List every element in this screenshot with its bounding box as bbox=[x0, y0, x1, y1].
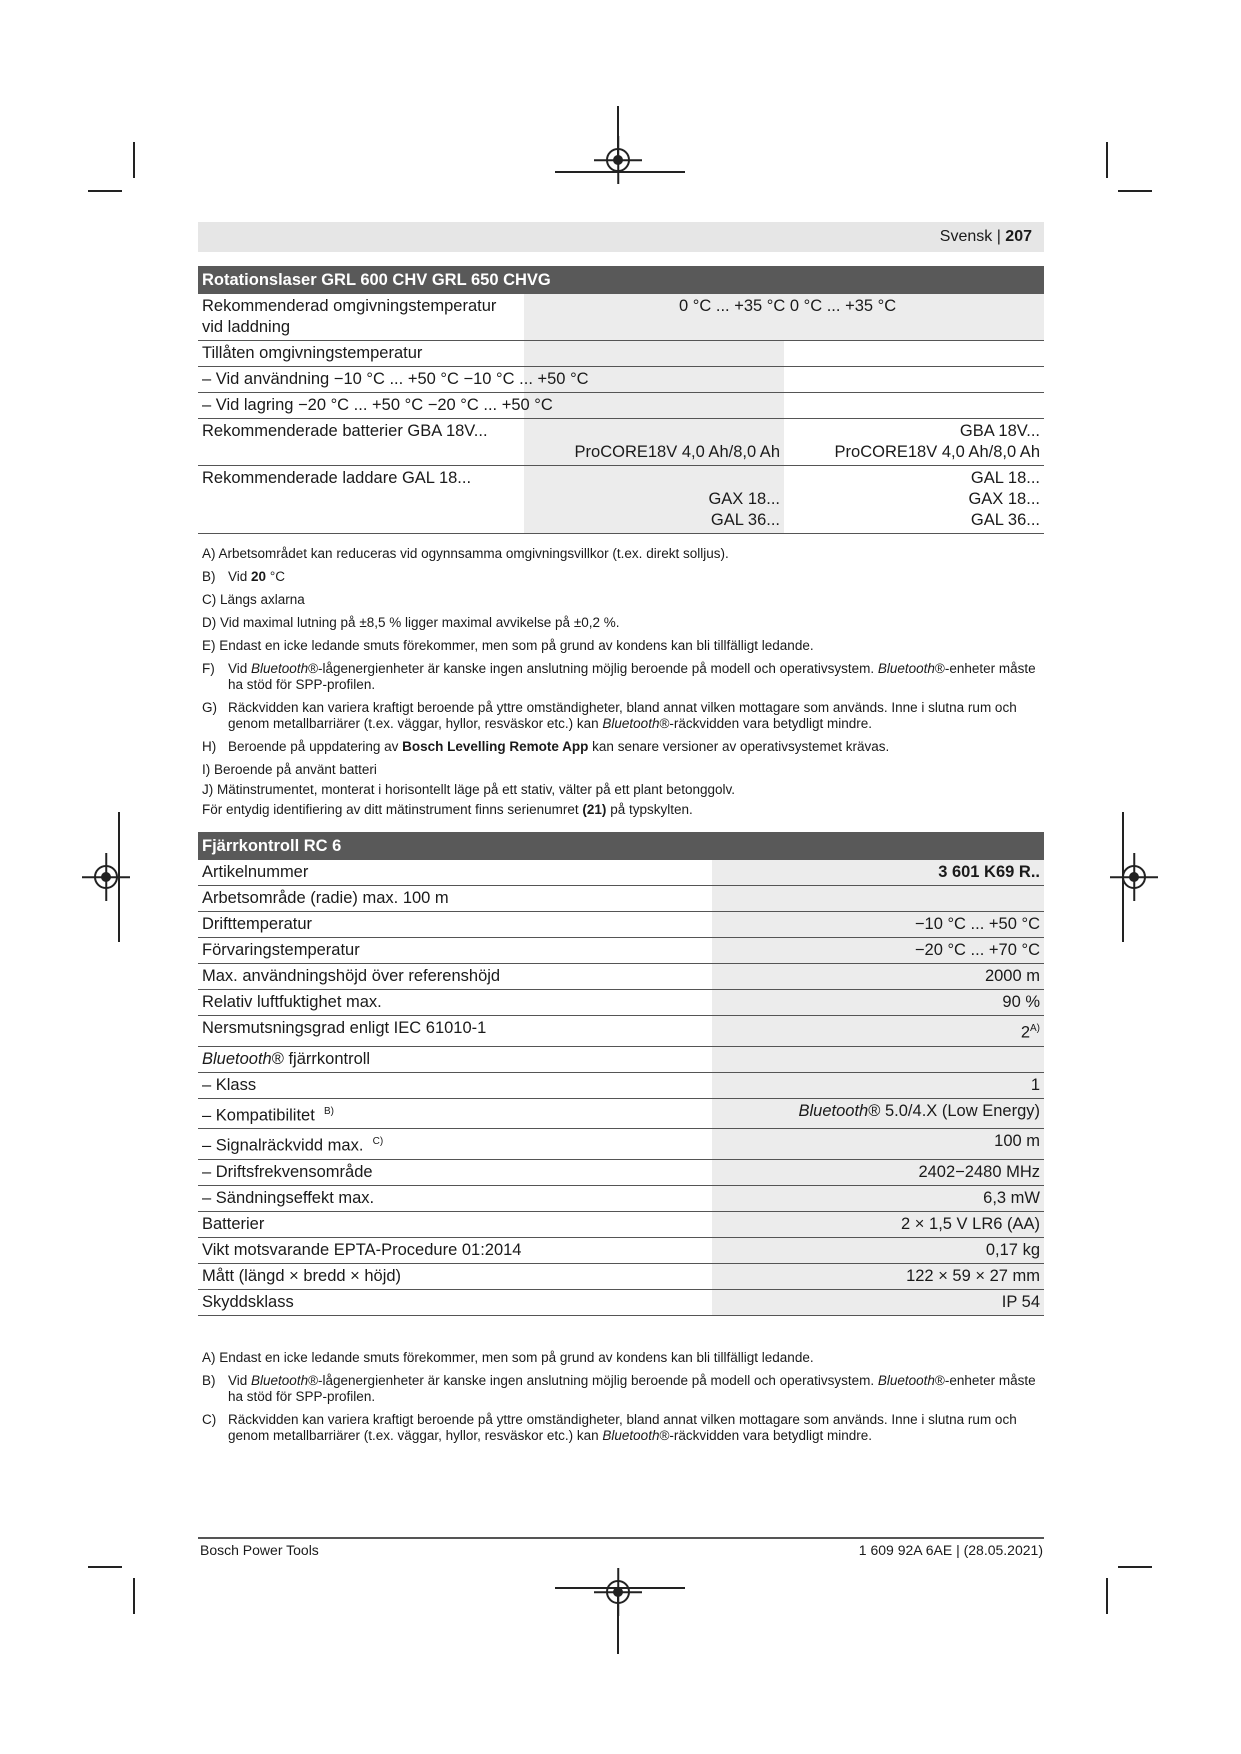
crop-mark bbox=[1118, 1566, 1152, 1568]
registration-mark-icon bbox=[606, 148, 630, 172]
row-value: 0,17 kg bbox=[712, 1237, 1044, 1263]
footnote: C) Räckvidden kan variera kraftigt beroende på yttre omständigheter, bland annat vilken mottagare som används. Inne i slutna rum och genom metallbarriärer (t.ex. väggar, hyllor, resväskor etc.) kan Bluetooth®-räckvidden vara betydligt mindre. bbox=[202, 1412, 1017, 1443]
row-label: Artikelnummer bbox=[198, 860, 712, 886]
row-label: – Klass bbox=[198, 1072, 712, 1098]
crop-mark bbox=[88, 190, 122, 192]
serial-note: För entydig identifiering av ditt mätinstrument finns serienumret (21) på typskylten. bbox=[202, 802, 693, 817]
row-value: −20 °C ... +70 °C bbox=[712, 938, 1044, 964]
table-row bbox=[198, 938, 1044, 964]
crop-mark bbox=[88, 1566, 122, 1568]
footer-brand: Bosch Power Tools bbox=[200, 1542, 319, 1558]
row-label: Rekommenderade batterier GBA 18V... bbox=[198, 419, 524, 466]
table-row bbox=[198, 466, 1044, 534]
row-value: 100 m bbox=[712, 1129, 1044, 1160]
row-label: – Signalräckvidd max. $^{C)}$ bbox=[198, 1129, 712, 1160]
footer-doc-number: 1 609 92A 6AE | (28.05.2021) bbox=[858, 1542, 1043, 1558]
table-row bbox=[198, 1098, 1044, 1129]
row-value: 0 °C ... +35 °C 0 °C ... +35 °C bbox=[524, 294, 1044, 341]
footnote: E) Endast en icke ledande smuts förekommer, men som på grund av kondens kan bli tillfälligt ledande. bbox=[202, 638, 814, 653]
row-value: 2402−2480 MHz bbox=[712, 1159, 1044, 1185]
crop-mark bbox=[133, 142, 135, 178]
row-label: Bluetooth® fjärrkontroll bbox=[198, 1046, 712, 1072]
row-value: GBA 18V... ProCORE18V 4,0 Ah/8,0 Ah bbox=[784, 419, 1044, 466]
registration-mark-icon bbox=[1122, 865, 1146, 889]
row-value bbox=[712, 886, 1044, 912]
footnote: C) Längs axlarna bbox=[202, 592, 305, 607]
table-row bbox=[198, 1211, 1044, 1237]
footnote: F) Vid Bluetooth®-lågenergienheter är kanske ingen anslutning möjlig beroende på modell och operativsystem. Bluetooth®-enheter måste ha stöd för SPP-profilen. bbox=[202, 661, 1036, 692]
header-language: Svensk bbox=[939, 228, 993, 245]
row-label: Relativ luftfuktighet max. bbox=[198, 990, 712, 1016]
page-number: 207 bbox=[1005, 228, 1032, 245]
row-value bbox=[784, 341, 1044, 367]
row-label: Rekommenderade laddare GAL 18... bbox=[198, 466, 524, 534]
footnotes-table2 bbox=[202, 1350, 1042, 1451]
table-row bbox=[198, 1289, 1044, 1315]
table-row bbox=[198, 1185, 1044, 1211]
row-value: 2000 m bbox=[712, 964, 1044, 990]
row-label: – Driftsfrekvensområde bbox=[198, 1159, 712, 1185]
footnote: B) Vid 20 °C bbox=[202, 569, 285, 584]
row-label: – Kompatibilitet $^{B)}$ bbox=[198, 1098, 712, 1129]
footnote: G) Räckvidden kan variera kraftigt beroende på yttre omständigheter, bland annat vilken mottagare som används. Inne i slutna rum och genom metallbarriärer (t.ex. väggar, hyllor, resväskor etc.) kan Bluetooth®-räckvidden vara betydligt mindre. bbox=[202, 700, 1017, 731]
table-row bbox=[198, 1263, 1044, 1289]
row-value: $2^{A)}$ bbox=[712, 1016, 1044, 1047]
spec-table-fjarrkontroll bbox=[198, 832, 1044, 1316]
crop-mark bbox=[133, 1578, 135, 1614]
row-value: −10 °C ... +50 °C bbox=[712, 912, 1044, 938]
table-row bbox=[198, 1072, 1044, 1098]
table-row bbox=[198, 1129, 1044, 1160]
page-header bbox=[198, 222, 1044, 252]
footnote: J) Mätinstrumentet, monterat i horisontellt läge på ett stativ, välter på ett plant betonggolv. bbox=[202, 782, 736, 797]
row-label: Förvaringstemperatur bbox=[198, 938, 712, 964]
row-value bbox=[712, 1046, 1044, 1072]
table-row bbox=[198, 294, 1044, 341]
row-label: – Vid användning −10 °C ... +50 °C −10 °C ... +50 °C bbox=[198, 367, 784, 393]
footnotes-table1 bbox=[202, 546, 1042, 825]
table-row bbox=[198, 341, 1044, 367]
table-row bbox=[198, 1046, 1044, 1072]
row-label: Nersmutsningsgrad enligt IEC 61010-1 bbox=[198, 1016, 712, 1047]
table-row bbox=[198, 912, 1044, 938]
table-row bbox=[198, 419, 1044, 466]
crop-mark bbox=[1106, 1578, 1108, 1614]
footnote: I) Beroende på använt batteri bbox=[202, 762, 377, 777]
registration-mark-icon bbox=[606, 1580, 630, 1604]
row-value bbox=[784, 367, 1044, 393]
row-label: Vikt motsvarande EPTA-Procedure 01:2014 bbox=[198, 1237, 712, 1263]
row-value bbox=[524, 341, 784, 367]
crop-mark bbox=[1118, 190, 1152, 192]
row-label: Skyddsklass bbox=[198, 1289, 712, 1315]
row-label: Drifttemperatur bbox=[198, 912, 712, 938]
table-row bbox=[198, 860, 1044, 886]
spec-table-rotationslaser bbox=[198, 266, 1044, 534]
row-value: GAL 18... GAX 18... GAL 36... bbox=[784, 466, 1044, 534]
table-row bbox=[198, 1159, 1044, 1185]
row-value: IP 54 bbox=[712, 1289, 1044, 1315]
header-separator: | bbox=[996, 228, 1001, 245]
table-row bbox=[198, 393, 1044, 419]
registration-mark-icon bbox=[94, 865, 118, 889]
row-label: Rekommenderad omgivningstemperatur vid laddning bbox=[198, 294, 524, 341]
row-value bbox=[784, 393, 1044, 419]
footnote: B) Vid Bluetooth®-lågenergienheter är kanske ingen anslutning möjlig beroende på modell och operativsystem. Bluetooth®-enheter måste ha stöd för SPP-profilen. bbox=[202, 1373, 1036, 1404]
row-value: 90 % bbox=[712, 990, 1044, 1016]
footnote: A) Arbetsområdet kan reduceras vid ogynnsamma omgivningsvillkor (t.ex. direkt solljus). bbox=[202, 546, 729, 561]
row-label: Max. användningshöjd över referenshöjd bbox=[198, 964, 712, 990]
table-row bbox=[198, 1016, 1044, 1047]
row-label: Tillåten omgivningstemperatur bbox=[198, 341, 524, 367]
row-label: Batterier bbox=[198, 1211, 712, 1237]
row-value: 1 bbox=[712, 1072, 1044, 1098]
row-label: Arbetsområde (radie) max. 100 m bbox=[198, 886, 712, 912]
crop-mark bbox=[1106, 142, 1108, 178]
footer-divider bbox=[198, 1537, 1044, 1539]
row-value: 3 601 K69 R.. bbox=[712, 860, 1044, 886]
table-row bbox=[198, 1237, 1044, 1263]
table-row bbox=[198, 964, 1044, 990]
row-label: – Vid lagring −20 °C ... +50 °C −20 °C ... +50 °C bbox=[198, 393, 784, 419]
row-value: 6,3 mW bbox=[712, 1185, 1044, 1211]
row-value: 122 × 59 × 27 mm bbox=[712, 1263, 1044, 1289]
footnote: D) Vid maximal lutning på ±8,5 % ligger maximal avvikelse på ±0,2 %. bbox=[202, 615, 620, 630]
footnote: H) Beroende på uppdatering av Bosch Levelling Remote App kan senare versioner av operativsystemet krävas. bbox=[202, 739, 890, 754]
row-value: ProCORE18V 4,0 Ah/8,0 Ah bbox=[524, 419, 784, 466]
table-title: Fjärrkontroll RC 6 bbox=[198, 832, 1044, 860]
row-value: Bluetooth® 5.0/4.X (Low Energy) bbox=[712, 1098, 1044, 1129]
row-value: GAX 18... GAL 36... bbox=[524, 466, 784, 534]
table-row bbox=[198, 990, 1044, 1016]
table-row bbox=[198, 367, 1044, 393]
row-value: 2 × 1,5 V LR6 (AA) bbox=[712, 1211, 1044, 1237]
footnote: A) Endast en icke ledande smuts förekommer, men som på grund av kondens kan bli tillfälligt ledande. bbox=[202, 1350, 814, 1365]
row-label: – Sändningseffekt max. bbox=[198, 1185, 712, 1211]
table-row bbox=[198, 886, 1044, 912]
table-title: Rotationslaser GRL 600 CHV GRL 650 CHVG bbox=[198, 266, 1044, 294]
row-label: Mått (längd × bredd × höjd) bbox=[198, 1263, 712, 1289]
